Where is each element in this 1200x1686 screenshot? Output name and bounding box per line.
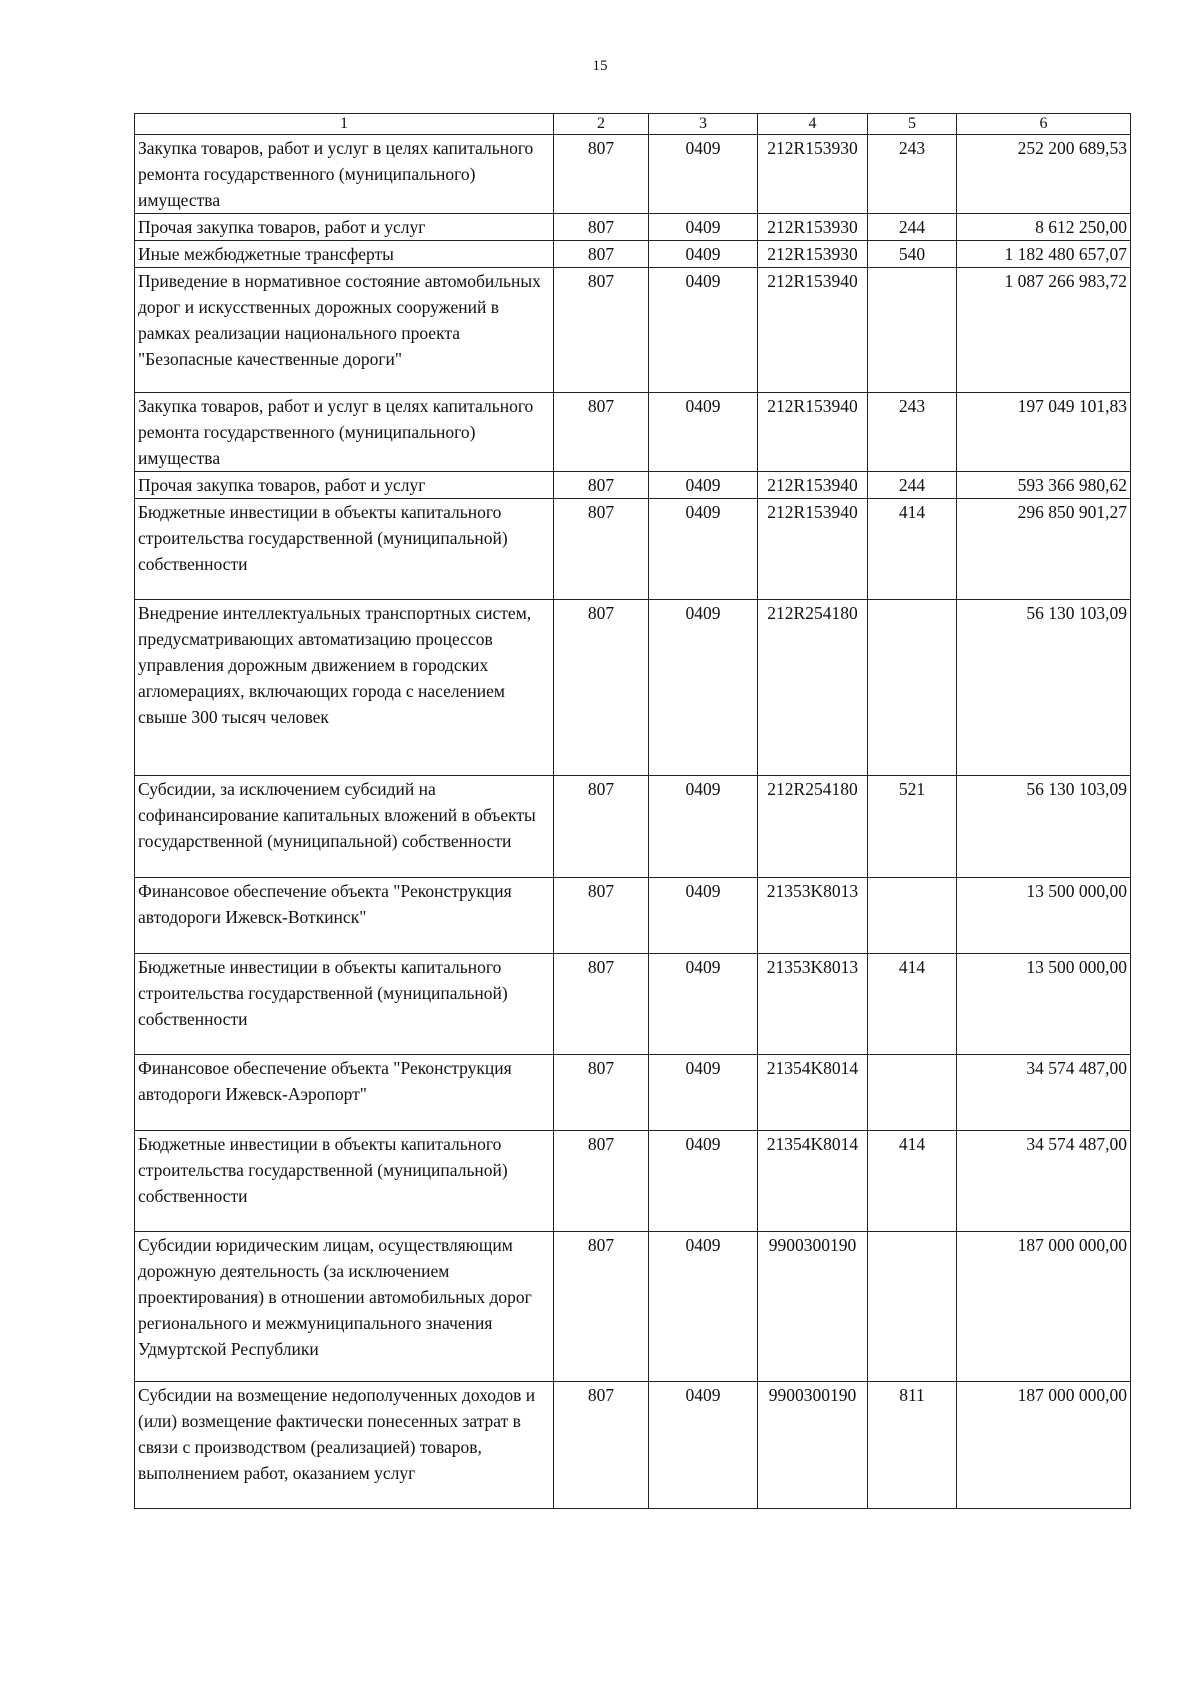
row-col5 [868, 600, 957, 776]
row-name: Прочая закупка товаров, работ и услуг [135, 472, 554, 499]
table-row [135, 472, 1131, 499]
table-row [135, 1055, 1131, 1131]
row-col2: 807 [554, 472, 649, 499]
row-col4: 212R153940 [758, 393, 868, 472]
row-amount: 56 130 103,09 [957, 776, 1131, 878]
row-col5: 414 [868, 499, 957, 600]
row-col5: 244 [868, 214, 957, 241]
row-name: Прочая закупка товаров, работ и услуг [135, 214, 554, 241]
row-col3: 0409 [649, 1382, 758, 1509]
row-amount: 197 049 101,83 [957, 393, 1131, 472]
column-header: 2 [554, 114, 649, 135]
row-col3: 0409 [649, 1232, 758, 1382]
row-col2: 807 [554, 878, 649, 954]
row-col5: 521 [868, 776, 957, 878]
row-col2: 807 [554, 1382, 649, 1509]
page-number: 15 [592, 58, 608, 74]
row-col4: 212R153940 [758, 499, 868, 600]
row-col5: 811 [868, 1382, 957, 1509]
row-col2: 807 [554, 499, 649, 600]
row-col3: 0409 [649, 1131, 758, 1232]
table-row [135, 214, 1131, 241]
row-col4: 21354K8014 [758, 1055, 868, 1131]
column-header: 5 [868, 114, 957, 135]
row-col2: 807 [554, 1232, 649, 1382]
table-row [135, 1382, 1131, 1509]
column-header: 6 [957, 114, 1131, 135]
row-name: Закупка товаров, работ и услуг в целях капитального ремонта государственного (муниципального) имущества [135, 393, 554, 472]
row-amount: 593 366 980,62 [957, 472, 1131, 499]
row-col4: 212R153930 [758, 241, 868, 268]
row-col3: 0409 [649, 472, 758, 499]
row-col5: 244 [868, 472, 957, 499]
row-col5: 243 [868, 135, 957, 214]
row-name: Субсидии на возмещение недополученных доходов и (или) возмещение фактически понесенных затрат в связи с производством (реализацией) товаров, выполнением работ, оказанием услуг [135, 1382, 554, 1509]
row-amount: 1 182 480 657,07 [957, 241, 1131, 268]
row-amount: 13 500 000,00 [957, 878, 1131, 954]
row-amount: 252 200 689,53 [957, 135, 1131, 214]
row-col3: 0409 [649, 1055, 758, 1131]
row-col2: 807 [554, 268, 649, 393]
table-row [135, 1232, 1131, 1382]
table-row [135, 241, 1131, 268]
table-row [135, 135, 1131, 214]
row-amount: 34 574 487,00 [957, 1131, 1131, 1232]
row-amount: 56 130 103,09 [957, 600, 1131, 776]
table-header [135, 114, 1131, 135]
row-col5 [868, 878, 957, 954]
row-col4: 9900300190 [758, 1232, 868, 1382]
row-col5: 414 [868, 1131, 957, 1232]
row-name: Бюджетные инвестиции в объекты капитального строительства государственной (муниципальной) собственности [135, 499, 554, 600]
row-col2: 807 [554, 135, 649, 214]
row-amount: 8 612 250,00 [957, 214, 1131, 241]
row-col3: 0409 [649, 214, 758, 241]
row-name: Субсидии юридическим лицам, осуществляющим дорожную деятельность (за исключением проектирования) в отношении автомобильных дорог регионального и межмуниципального значения Удмуртской Республики [135, 1232, 554, 1382]
row-col3: 0409 [649, 499, 758, 600]
row-col4: 212R153930 [758, 135, 868, 214]
row-col3: 0409 [649, 600, 758, 776]
budget-table [134, 113, 1131, 1509]
row-col4: 9900300190 [758, 1382, 868, 1509]
row-name: Субсидии, за исключением субсидий на софинансирование капитальных вложений в объекты государственной (муниципальной) собственности [135, 776, 554, 878]
header-row [135, 114, 1131, 135]
row-col3: 0409 [649, 241, 758, 268]
table-row [135, 393, 1131, 472]
row-col4: 21354K8014 [758, 1131, 868, 1232]
row-col2: 807 [554, 214, 649, 241]
row-amount: 187 000 000,00 [957, 1232, 1131, 1382]
row-col2: 807 [554, 600, 649, 776]
row-col5: 540 [868, 241, 957, 268]
row-col5: 243 [868, 393, 957, 472]
table-row [135, 268, 1131, 393]
table-row [135, 776, 1131, 878]
row-col2: 807 [554, 393, 649, 472]
table-row [135, 878, 1131, 954]
table-row [135, 499, 1131, 600]
row-amount: 296 850 901,27 [957, 499, 1131, 600]
row-col4: 212R153940 [758, 472, 868, 499]
table-row [135, 1131, 1131, 1232]
row-name: Бюджетные инвестиции в объекты капитального строительства государственной (муниципальной) собственности [135, 954, 554, 1055]
row-col3: 0409 [649, 954, 758, 1055]
row-col4: 21353K8013 [758, 878, 868, 954]
column-header: 3 [649, 114, 758, 135]
row-name: Финансовое обеспечение объекта "Реконструкция автодороги Ижевск-Воткинск" [135, 878, 554, 954]
row-amount: 13 500 000,00 [957, 954, 1131, 1055]
row-col5 [868, 1232, 957, 1382]
table-row [135, 600, 1131, 776]
row-col3: 0409 [649, 393, 758, 472]
row-amount: 34 574 487,00 [957, 1055, 1131, 1131]
column-header: 4 [758, 114, 868, 135]
column-header: 1 [135, 114, 554, 135]
row-col5 [868, 1055, 957, 1131]
row-col2: 807 [554, 954, 649, 1055]
row-name: Финансовое обеспечение объекта "Реконструкция автодороги Ижевск-Аэропорт" [135, 1055, 554, 1131]
row-amount: 187 000 000,00 [957, 1382, 1131, 1509]
row-col2: 807 [554, 241, 649, 268]
row-name: Приведение в нормативное состояние автомобильных дорог и искусственных дорожных сооружений в рамках реализации национального проекта "Безопасные качественные дороги" [135, 268, 554, 393]
row-col4: 212R254180 [758, 776, 868, 878]
row-col2: 807 [554, 1131, 649, 1232]
row-col4: 21353K8013 [758, 954, 868, 1055]
row-col4: 212R254180 [758, 600, 868, 776]
row-col4: 212R153930 [758, 214, 868, 241]
row-col4: 212R153940 [758, 268, 868, 393]
row-name: Иные межбюджетные трансферты [135, 241, 554, 268]
row-name: Закупка товаров, работ и услуг в целях капитального ремонта государственного (муниципального) имущества [135, 135, 554, 214]
table-row [135, 954, 1131, 1055]
row-col2: 807 [554, 776, 649, 878]
row-col5 [868, 268, 957, 393]
row-col2: 807 [554, 1055, 649, 1131]
row-col5: 414 [868, 954, 957, 1055]
row-name: Внедрение интеллектуальных транспортных систем, предусматривающих автоматизацию процессов управления дорожным движением в городских агломерациях, включающих города с населением свыше 300 тысяч человек [135, 600, 554, 776]
row-col3: 0409 [649, 135, 758, 214]
row-amount: 1 087 266 983,72 [957, 268, 1131, 393]
table-body [135, 135, 1131, 1509]
row-col3: 0409 [649, 268, 758, 393]
row-col3: 0409 [649, 776, 758, 878]
row-col3: 0409 [649, 878, 758, 954]
row-name: Бюджетные инвестиции в объекты капитального строительства государственной (муниципальной) собственности [135, 1131, 554, 1232]
